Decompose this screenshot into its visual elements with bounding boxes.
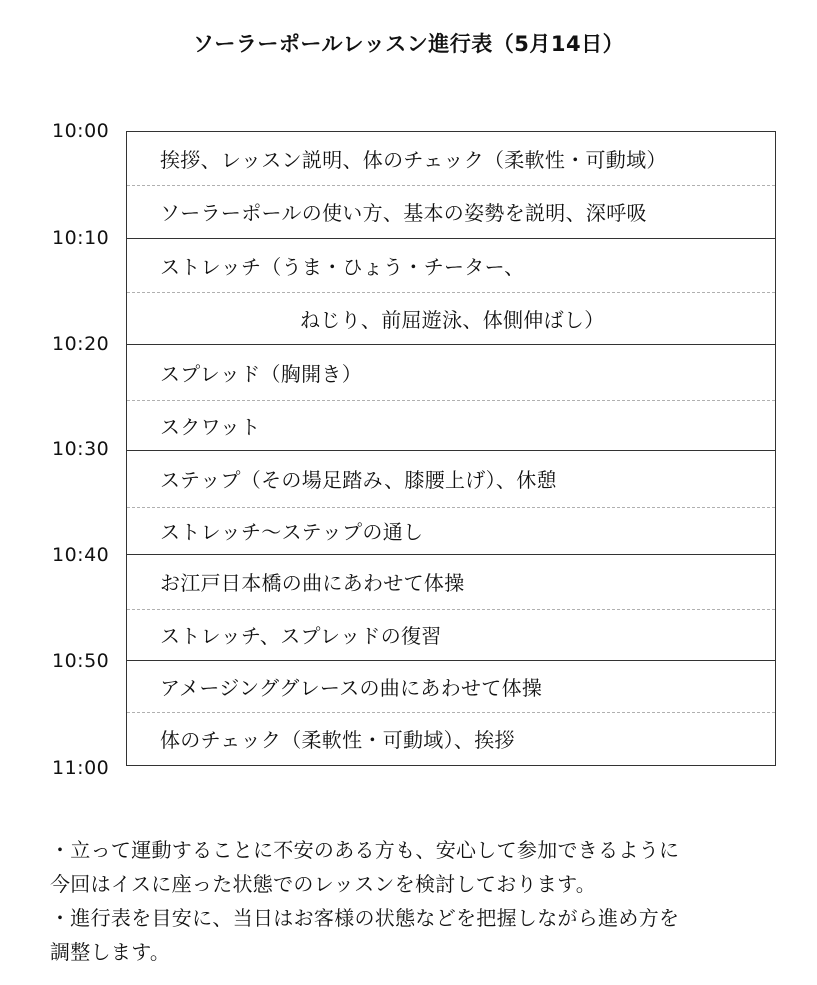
page-title: ソーラーポールレッスン進行表（5月14日）	[192, 32, 625, 56]
schedule-table	[126, 131, 776, 766]
schedule-row: ストレッチ〜ステップの通し	[160, 520, 424, 544]
time-label: 10:20	[52, 333, 110, 355]
schedule-row: ストレッチ、スプレッドの復習	[160, 624, 442, 648]
schedule-row: ステップ（その場足踏み、膝腰上げ）、休憩	[160, 468, 557, 492]
schedule-row: スプレッド（胸開き）	[160, 361, 362, 386]
schedule-row: スクワット	[160, 414, 261, 439]
schedule-row: ねじり、前屈遊泳、体側伸ばし）	[300, 307, 605, 332]
time-label: 10:30	[52, 438, 110, 460]
time-label: 11:00	[52, 757, 110, 779]
time-label: 10:50	[52, 650, 110, 672]
note-line: 調整します。	[50, 940, 171, 964]
note-line: ・進行表を目安に、当日はお客様の状態などを把握しながら進め方を	[50, 906, 680, 930]
schedule-row: お江戸日本橋の曲にあわせて体操	[160, 571, 465, 595]
schedule-row: 体のチェック（柔軟性・可動域）、挨拶	[160, 727, 515, 752]
schedule-row: ストレッチ（うま・ひょう・チーター、	[160, 254, 525, 279]
note-line: 今回はイスに座った状態でのレッスンを検討しております。	[50, 872, 597, 896]
note-line: ・立って運動することに不安のある方も、安心して参加できるように	[50, 838, 680, 862]
schedule-row: ソーラーポールの使い方、基本の姿勢を説明、深呼吸	[160, 201, 647, 225]
time-label: 10:40	[52, 544, 110, 566]
time-label: 10:10	[52, 227, 110, 249]
schedule-row: アメージンググレースの曲にあわせて体操	[160, 675, 543, 700]
notes-section	[50, 833, 790, 969]
time-label: 10:00	[52, 120, 110, 142]
schedule-row: 挨拶、レッスン説明、体のチェック（柔軟性・可動域）	[160, 148, 667, 172]
